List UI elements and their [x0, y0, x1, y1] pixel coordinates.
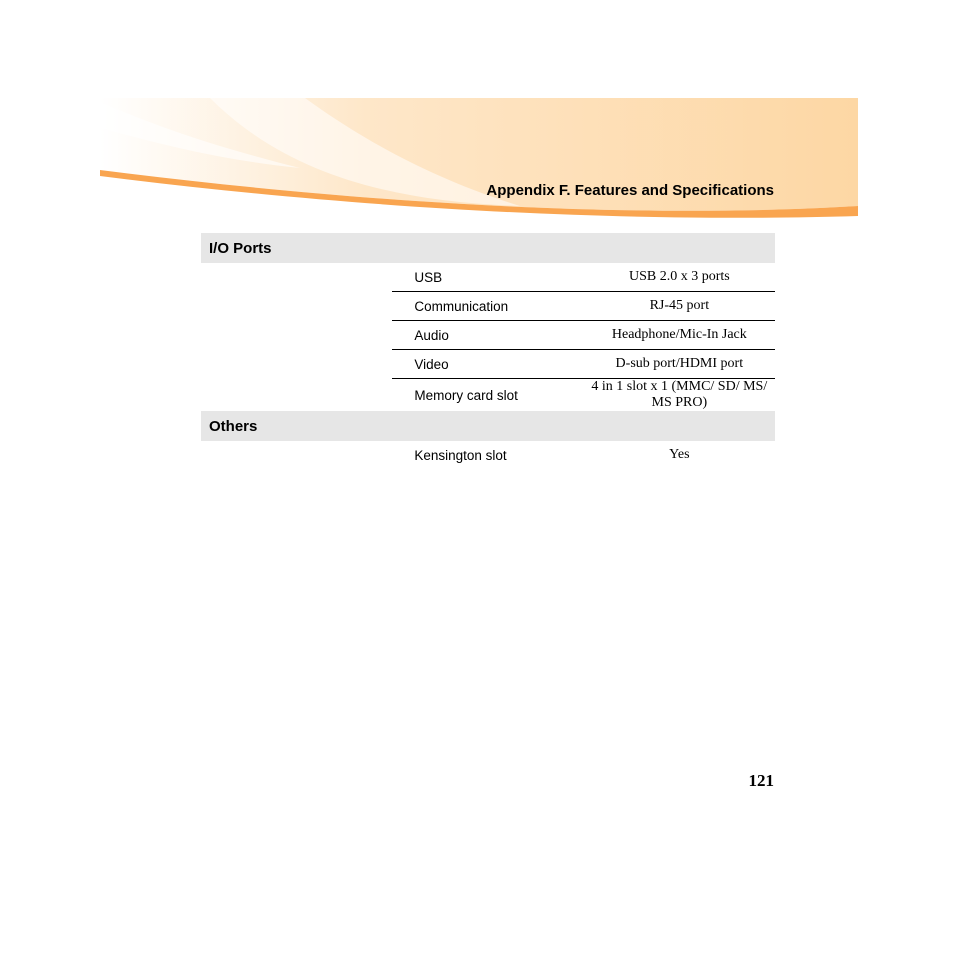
spec-value: RJ-45 port	[584, 292, 775, 321]
spec-value: 4 in 1 slot x 1 (MMC/ SD/ MS/ MS PRO)	[591, 379, 768, 410]
spec-label: Kensington slot	[414, 447, 507, 463]
spec-label: USB	[392, 263, 583, 292]
table-row	[201, 292, 775, 321]
spec-value: Yes	[669, 447, 690, 462]
table-row	[201, 321, 775, 350]
table-row	[201, 441, 775, 469]
page-number: 121	[748, 771, 774, 790]
table-row	[201, 379, 775, 412]
spec-value: Headphone/Mic-In Jack	[584, 321, 775, 350]
section-title: Others	[201, 411, 775, 441]
spec-label: Video	[392, 350, 583, 379]
spec-label: Audio	[392, 321, 583, 350]
chapter-title: Appendix F. Features and Specifications	[486, 182, 774, 199]
header-banner	[100, 98, 858, 220]
table-row	[201, 350, 775, 379]
table-row	[201, 263, 775, 292]
section-header-io-ports	[201, 233, 775, 263]
specifications-table	[201, 233, 775, 469]
spec-value: USB 2.0 x 3 ports	[584, 263, 775, 292]
spec-label: Memory card slot	[414, 387, 518, 403]
section-title: I/O Ports	[201, 233, 775, 263]
section-header-others	[201, 411, 775, 441]
spec-label: Communication	[392, 292, 583, 321]
spec-value: D-sub port/HDMI port	[584, 350, 775, 379]
